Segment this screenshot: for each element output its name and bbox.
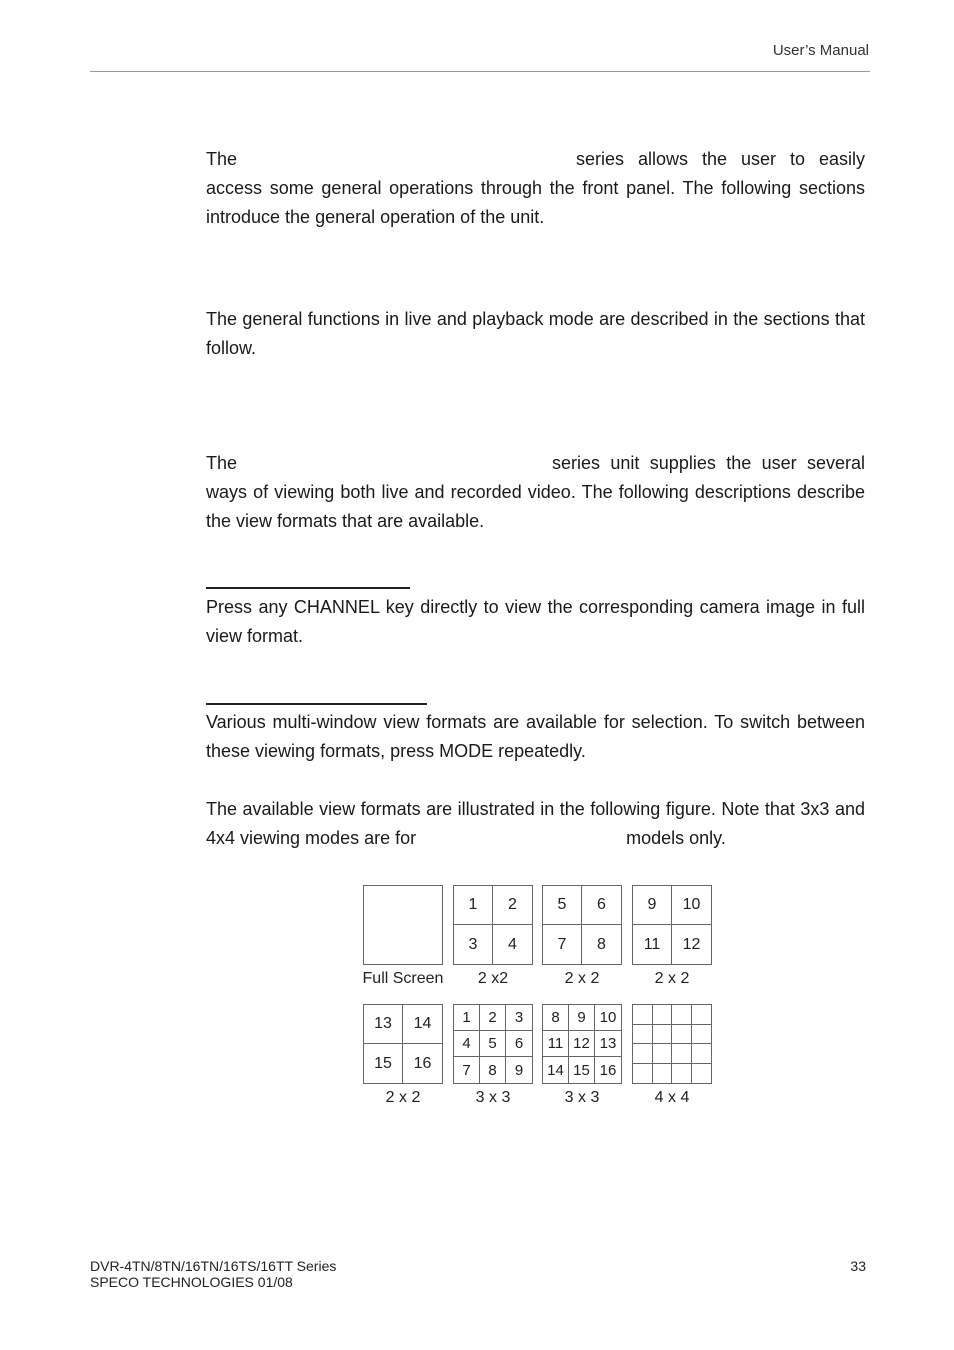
grid-cell [633, 1005, 653, 1025]
view-grid [632, 885, 712, 965]
grid-caption: 3 x 3 [564, 1089, 600, 1106]
grid-caption: 4 x 4 [654, 1089, 690, 1106]
grid-cell [653, 1005, 673, 1025]
grid-cell: 7 [543, 925, 582, 964]
views-rest: series unit supplies the user several ways of viewing both live and recorded video. The following descriptions describe the view formats that are available. [206, 453, 865, 531]
views-start: The [206, 453, 238, 473]
grid-cell: 14 [543, 1057, 569, 1083]
grid-caption: 2 x2 [477, 970, 509, 987]
grid-cell: 9 [569, 1005, 595, 1031]
view-grid [632, 1004, 712, 1084]
view-grid [453, 1004, 533, 1084]
figure-note-end: models only. [626, 828, 726, 848]
intro-start: The [206, 149, 238, 169]
grid-cell: 11 [633, 925, 672, 964]
grid-cell: 3 [506, 1005, 532, 1031]
footer-company: SPECO TECHNOLOGIES 01/08 [90, 1274, 293, 1290]
grid-caption: Full Screen [362, 970, 444, 987]
view-grid [363, 1004, 443, 1084]
grid-cell [653, 1064, 673, 1084]
grid-cell: 8 [543, 1005, 569, 1031]
grid-cell: 6 [506, 1031, 532, 1057]
view-grid [453, 885, 533, 965]
figure-note-paragraph [206, 795, 865, 853]
grid-caption: 3 x 3 [475, 1089, 511, 1106]
grid-cell: 4 [508, 935, 517, 953]
grid-cell: 2 [480, 1005, 506, 1031]
grid-cell: 5 [543, 886, 582, 925]
grid-caption: 2 x 2 [654, 970, 690, 987]
header-title: User’s Manual [772, 42, 869, 59]
grid-cell: 8 [480, 1057, 506, 1083]
grid-caption: 2 x 2 [385, 1089, 421, 1106]
grid-cell [672, 1064, 692, 1084]
grid-cell [633, 1025, 653, 1045]
multi-view-paragraph: Various multi-window view formats are available for selection. To switch between these viewing formats, press MODE repeatedly. [206, 712, 865, 761]
grid-cell: 15 [364, 1044, 403, 1083]
view-grid [542, 885, 622, 965]
multi-view-heading-underline [206, 703, 427, 705]
grid-cell [633, 1044, 653, 1064]
figure-note-start: The available view formats are illustrated in the following figure. Note that 3x3 and 4x4 viewing modes are for [206, 799, 865, 848]
grid-cell: 12 [569, 1031, 595, 1057]
grid-cell: 12 [682, 935, 701, 953]
grid-cell [692, 1005, 712, 1025]
grid-cell [692, 1044, 712, 1064]
grid-cell [672, 1005, 692, 1025]
grid-cell: 1 [454, 886, 493, 925]
view-grid [363, 885, 443, 965]
grid-cell [653, 1025, 673, 1045]
grid-cell [653, 1044, 673, 1064]
general-paragraph: The general functions in live and playback mode are described in the sections that follow. [206, 309, 865, 358]
footer-left [90, 1258, 336, 1290]
grid-cell: 10 [595, 1005, 621, 1031]
header-rule [90, 71, 870, 72]
grid-cell: 2 [493, 886, 532, 925]
grid-cell [672, 1044, 692, 1064]
view-grid [542, 1004, 622, 1084]
full-view-paragraph: Press any CHANNEL key directly to view the corresponding camera image in full view format. [206, 597, 865, 646]
intro-paragraph [206, 145, 865, 232]
grid-cell: 16 [599, 1061, 617, 1079]
grid-cell: 8 [597, 935, 606, 953]
grid-cell: 9 [633, 886, 672, 925]
grid-cell: 6 [582, 886, 621, 925]
grid-cell [692, 1064, 712, 1084]
intro-rest: series allows the user to easily access some general operations through the front panel. The following sections introduce the general operation of the unit. [206, 149, 865, 227]
footer-series: DVR-4TN/8TN/16TN/16TS/16TT Series [90, 1258, 337, 1274]
grid-cell: 4 [454, 1031, 480, 1057]
grid-cell: 13 [595, 1031, 621, 1057]
grid-cell: 1 [454, 1005, 480, 1031]
grid-cell: 9 [514, 1061, 524, 1079]
grid-cell: 7 [454, 1057, 480, 1083]
grid-caption: 2 x 2 [564, 970, 600, 987]
grid-cell [692, 1025, 712, 1045]
page-number: 33 [850, 1258, 866, 1274]
grid-cell: 3 [454, 925, 493, 964]
grid-cell: 16 [413, 1054, 432, 1072]
grid-cell [364, 886, 442, 964]
grid-cell: 11 [543, 1031, 569, 1057]
grid-cell: 14 [403, 1005, 442, 1044]
grid-cell: 13 [364, 1005, 403, 1044]
grid-cell: 5 [480, 1031, 506, 1057]
grid-cell: 10 [672, 886, 711, 925]
grid-cell [672, 1025, 692, 1045]
full-view-heading-underline [206, 587, 410, 589]
views-paragraph [206, 449, 865, 536]
grid-cell [633, 1064, 653, 1084]
grid-cell: 15 [569, 1057, 595, 1083]
